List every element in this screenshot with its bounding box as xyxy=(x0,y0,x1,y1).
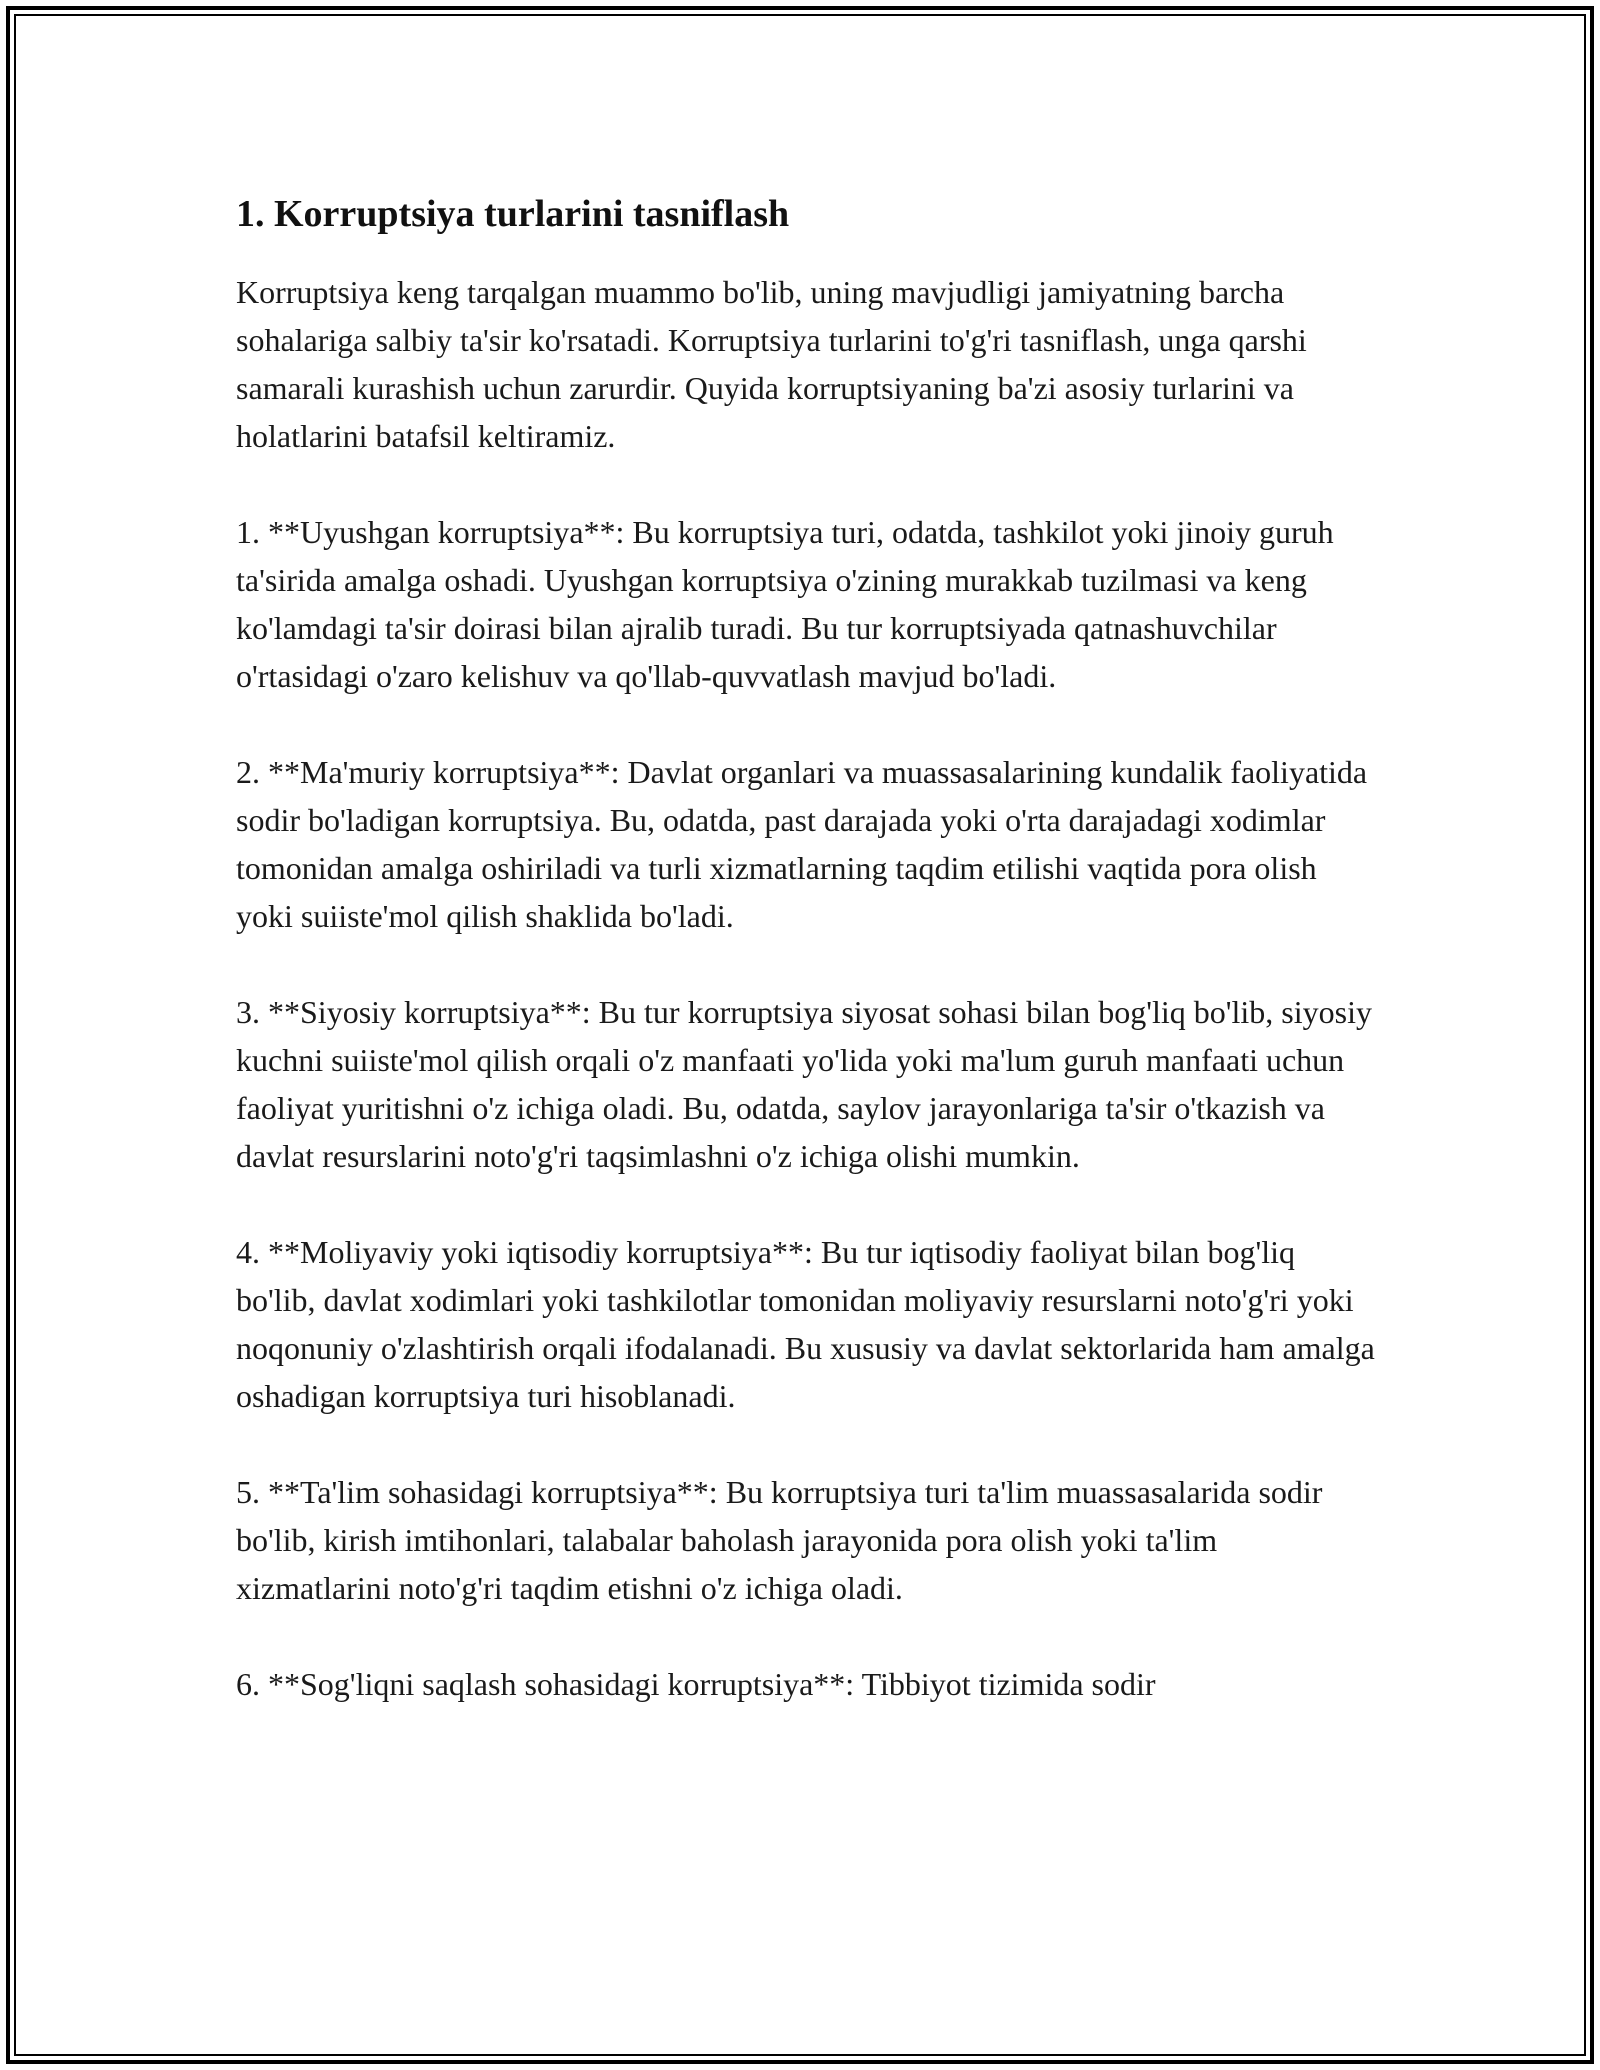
list-item-organized-corruption: 1. **Uyushgan korruptsiya**: Bu korruptsiya turi, odatda, tashkilot yoki jinoiy guruh ta'sirida amalga oshadi. Uyushgan korruptsiya o'zining murakkab tuzilmasi va keng ko'lamdagi ta'sir doirasi bilan ajralib turadi. Bu tur korruptsiyada qatnashuvchilar o'rtasidagi o'zaro kelishuv va qo'llab-quvvatlash mavjud bo'ladi. xyxy=(236,514,1334,694)
list-item-financial-corruption: 4. **Moliyaviy yoki iqtisodiy korruptsiya**: Bu tur iqtisodiy faoliyat bilan bog'liq bo'lib, davlat xodimlari yoki tashkilotlar tomonidan moliyaviy resurslarni noto'g'ri yoki noqonuniy o'zlashtirish orqali ifodalanadi. Bu xususiy va davlat sektorlarida ham amalga oshadigan korruptsiya turi hisoblanadi. xyxy=(236,1234,1375,1414)
list-item-administrative-corruption: 2. **Ma'muriy korruptsiya**: Davlat organlari va muassasalarining kundalik faoliyatida sodir bo'ladigan korruptsiya. Bu, odatda, past darajada yoki o'rta darajadagi xodimlar tomonidan amalga oshiriladi va turli xizmatlarning taqdim etilishi vaqtida pora olish yoki suiiste'mol qilish shaklida bo'ladi. xyxy=(236,754,1368,934)
list-item-political-corruption: 3. **Siyosiy korruptsiya**: Bu tur korruptsiya siyosat sohasi bilan bog'liq bo'lib, siyosiy kuchni suiiste'mol qilish orqali o'z manfaati yo'lida yoki ma'lum guruh manfaati uchun faoliyat yuritishni o'z ichiga oladi. Bu, odatda, saylov jarayonlariga ta'sir o'tkazish va davlat resurslarini noto'g'ri taqsimlashni o'z ichiga olishi mumkin. xyxy=(236,994,1372,1174)
section-heading: 1. Korruptsiya turlarini tasniflash xyxy=(236,193,790,235)
document-body xyxy=(236,190,1376,1756)
list-item-healthcare-corruption: 6. **Sog'liqni saqlash sohasidagi korruptsiya**: Tibbiyot tizimida sodir xyxy=(236,1666,1156,1702)
list-item-education-corruption: 5. **Ta'lim sohasidagi korruptsiya**: Bu korruptsiya turi ta'lim muassasalarida sodir bo'lib, kirish imtihonlari, talabalar baholash jarayonida pora olish yoki ta'lim xizmatlarini noto'g'ri taqdim etishni o'z ichiga oladi. xyxy=(236,1474,1323,1606)
intro-paragraph: Korruptsiya keng tarqalgan muammo bo'lib, uning mavjudligi jamiyatning barcha sohalariga salbiy ta'sir ko'rsatadi. Korruptsiya turlarini to'g'ri tasniflash, unga qarshi samarali kurashish uchun zarurdir. Quyida korruptsiyaning ba'zi asosiy turlarini va holatlarini batafsil keltiramiz. xyxy=(236,274,1307,454)
